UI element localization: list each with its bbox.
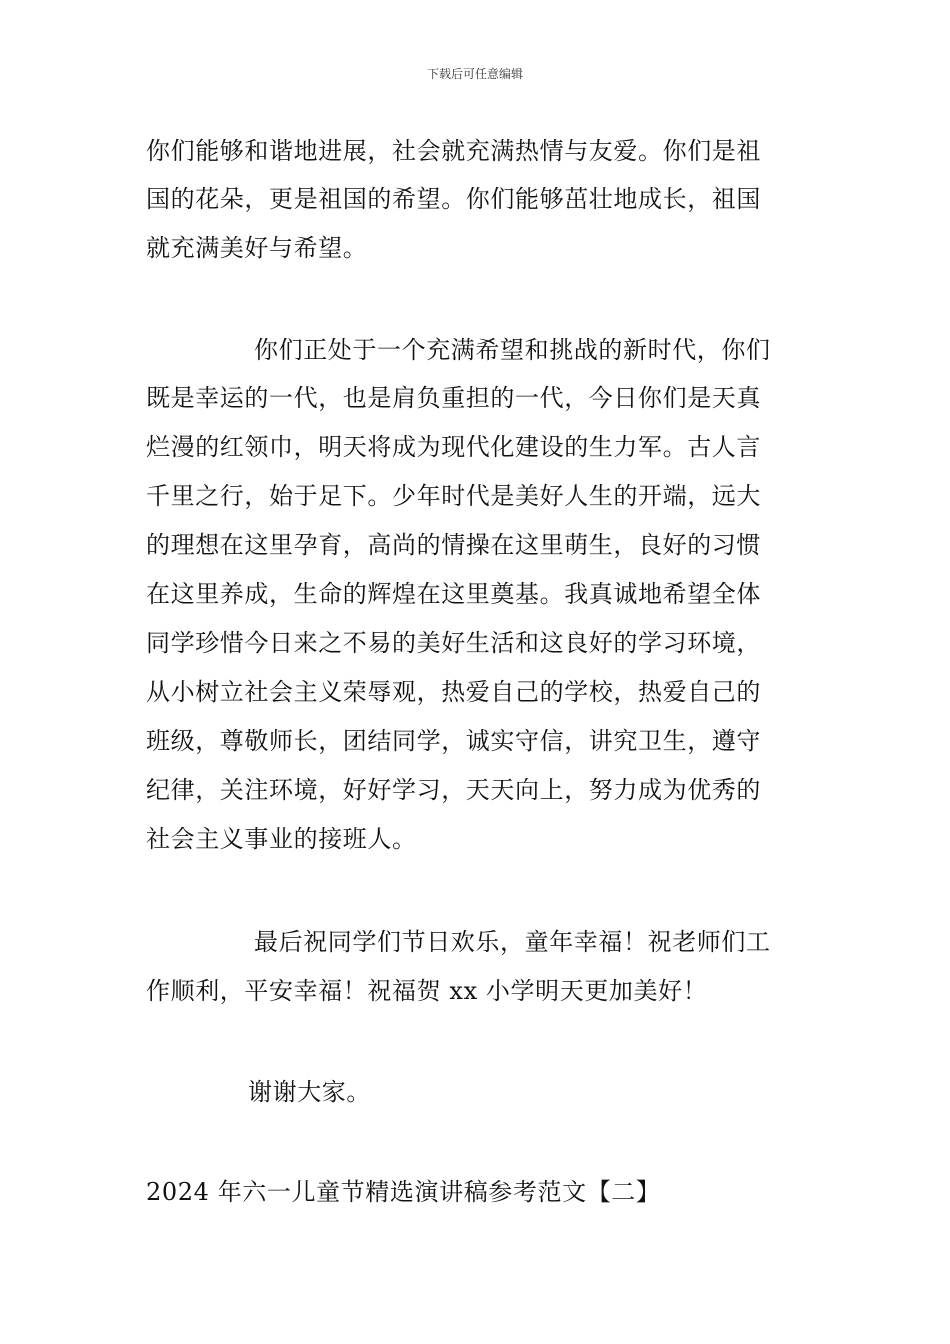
paragraph-2-line-1: 你们正处于一个充满希望和挑战的新时代，你们 [254,336,771,364]
paragraph-2-line-6: 在这里养成，生命的辉煌在这里奠基。我真诚地希望全体 [146,580,761,608]
closing-thanks: 谢谢大家。 [248,1078,371,1106]
paragraph-2-line-4: 千里之行，始于足下。少年时代是美好人生的开端，远大 [146,482,761,510]
paragraph-1-line-1: 你们能够和谐地进展，社会就充满热情与友爱。你们是祖 [146,137,761,165]
paragraph-2-line-9: 班级，尊敬师长，团结同学，诚实守信，讲究卫生，遵守 [146,727,761,755]
section-title: 2024 年六一儿童节精选演讲稿参考范文【二】 [146,1178,661,1206]
paragraph-3-line-1: 最后祝同学们节日欢乐，童年幸福！祝老师们工 [254,928,771,956]
paragraph-2-line-11: 社会主义事业的接班人。 [146,825,417,853]
paragraph-2-line-10: 纪律，关注环境，好好学习，天天向上，努力成为优秀的 [146,776,761,804]
paragraph-1-line-3: 就充满美好与希望。 [146,234,368,262]
paragraph-3-line-2: 作顺利，平安幸福！祝福贺 xx 小学明天更加美好！ [146,977,708,1005]
paragraph-2-line-8: 从小树立社会主义荣辱观，热爱自己的学校，热爱自己的 [146,678,761,706]
paragraph-2-line-3: 烂漫的红领巾，明天将成为现代化建设的生力军。古人言 [146,433,761,461]
paragraph-2-line-2: 既是幸运的一代，也是肩负重担的一代，今日你们是天真 [146,384,761,412]
paragraph-1-line-2: 国的花朵，更是祖国的希望。你们能够茁壮地成长，祖国 [146,185,761,213]
page-header: 下载后可任意编辑 [426,67,523,81]
paragraph-2-line-7: 同学珍惜今日来之不易的美好生活和这良好的学习环境， [146,629,761,657]
paragraph-2-line-5: 的理想在这里孕育，高尚的情操在这里萌生，良好的习惯 [146,531,761,559]
